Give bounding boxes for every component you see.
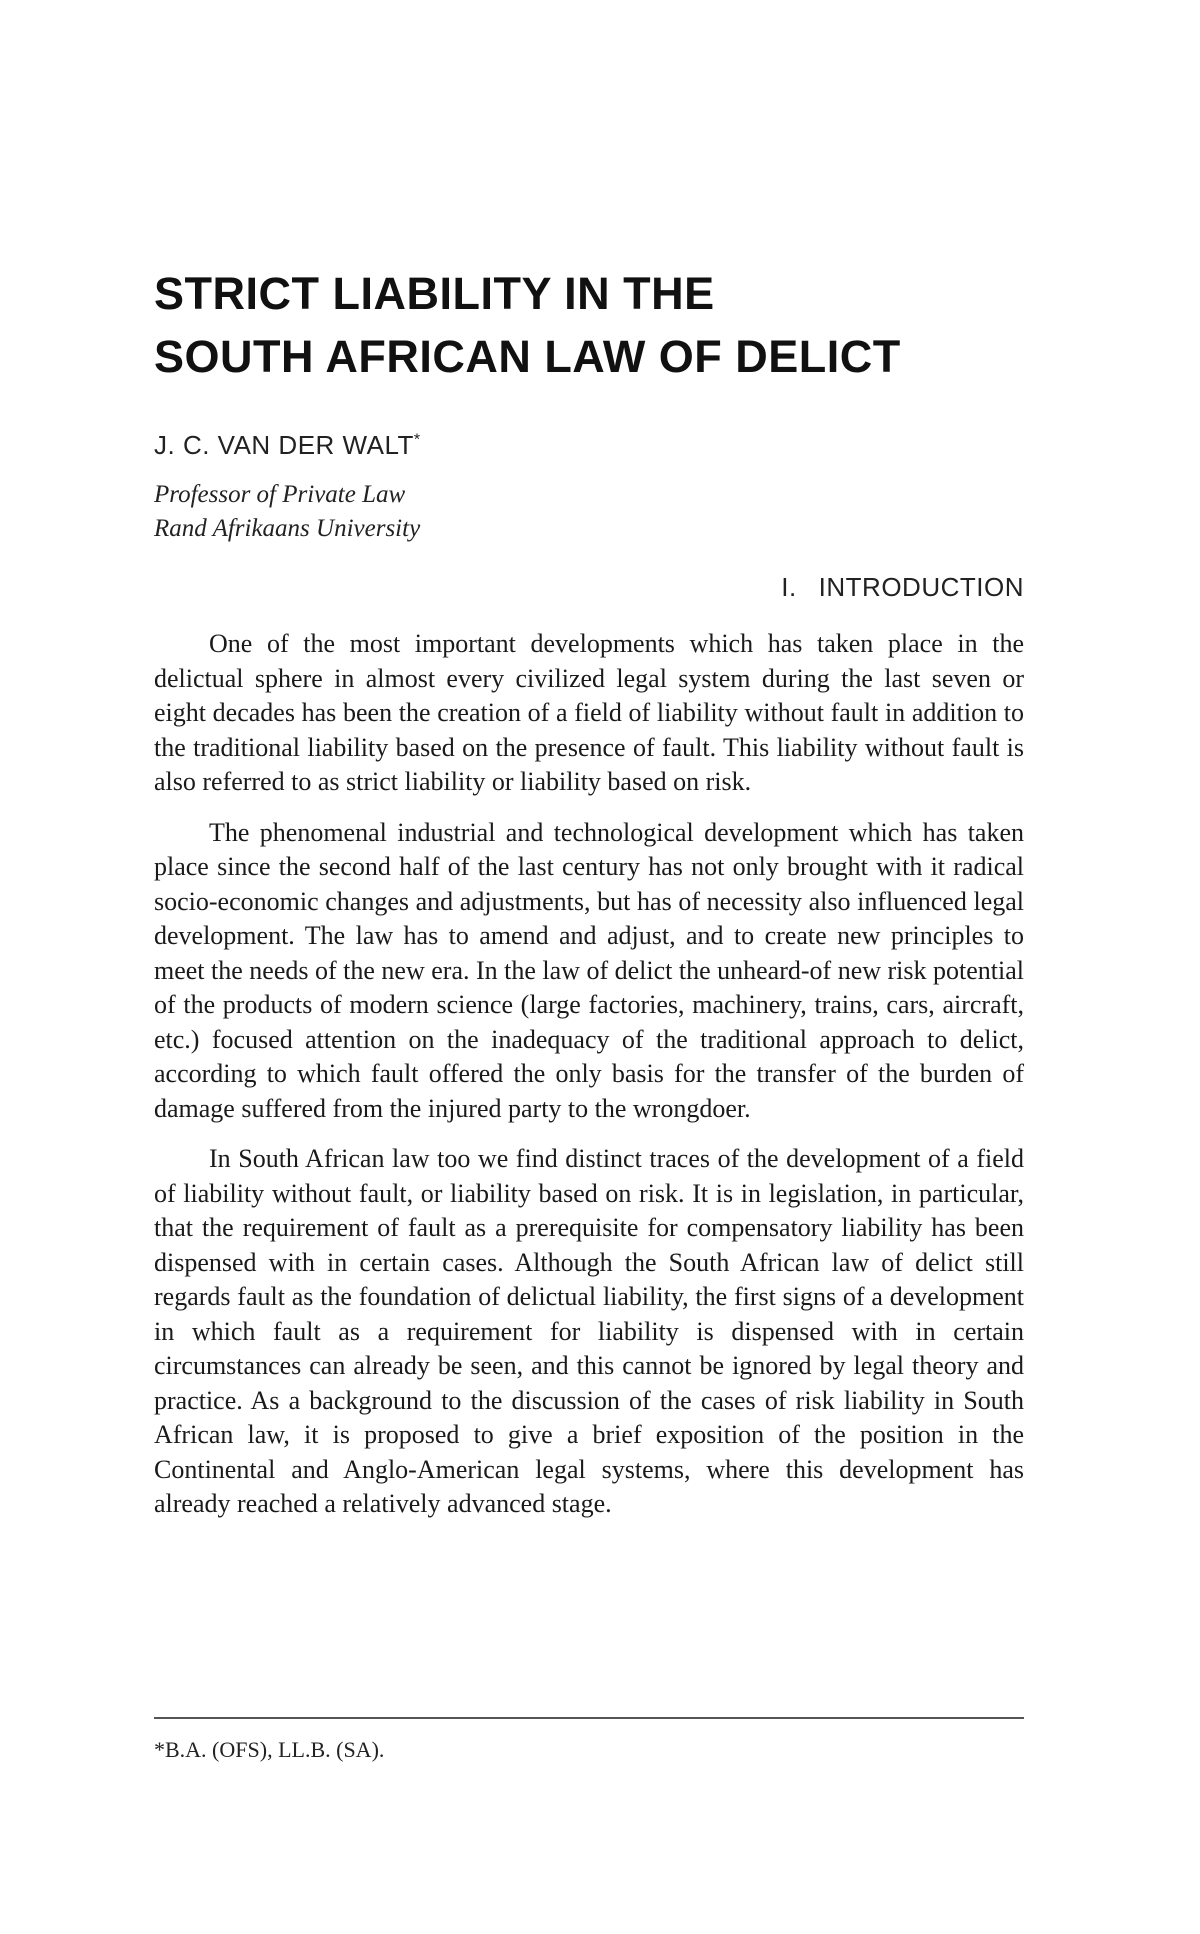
author-footnote-mark: * [413,431,421,449]
section-heading [781,572,1024,603]
paragraph: In South African law too we find distinct traces of the development of a field of liability without fault, or liability based on risk. It is in legislation, in particular, that the requirement of fault as a prerequisite for compensatory liability has been dispensed with in certain cases. Although the South African law of delict still regards fault as the foundation of delictual liability, the first signs of a development in which fault as a requirement for liability is dispensed with in certain circumstances can already be seen, and this cannot be ignored by legal theory and practice. As a background to the discussion of the cases of risk liability in South African law, it is proposed to give a brief exposition of the position in the Continental and Anglo-American legal systems, where this development has already reached a relatively advanced stage. [154,1144,1024,1518]
section-title: INTRODUCTION [818,572,1024,602]
author-position: Professor of Private Law [154,481,406,508]
page [154,0,1024,1934]
author-affiliation [154,478,420,546]
author-name: J. C. VAN DER WALT [154,430,414,460]
section-number: I. [781,572,797,602]
paragraph: The phenomenal industrial and technological development which has taken place since the second half of the last century has not only brought with it radical socio-economic changes and adjustments, but has of necessity also influenced legal development. The law has to amend and adjust, and to create new principles to meet the needs of the new era. In the law of delict the unheard-of new risk potential of the products of modern science (large factories, machinery, trains, cars, aircraft, etc.) focused attention on the inadequacy of the traditional approach to delict, according to which fault offered the only basis for the transfer of the burden of damage suffered from the injured party to the wrongdoer. [154,817,1024,1123]
footnote-divider [154,1717,1024,1719]
paragraph: One of the most important developments which has taken place in the delictual sphere in almost every civilized legal system during the last seven or eight decades has been the creation of a field of liability without fault in addition to the traditional liability based on the presence of fault. This liability without fault is also referred to as strict liability or liability based on risk. [154,629,1024,796]
footnote: *B.A. (OFS), LL.B. (SA). [154,1737,385,1762]
body-text [154,627,1024,1538]
title-line-2: SOUTH AFRICAN LAW OF DELICT [154,331,901,382]
author-institution: Rand Afrikaans University [154,515,421,542]
article-title [154,262,901,388]
title-line-1: STRICT LIABILITY IN THE [154,268,715,319]
author-name-line [154,430,421,461]
